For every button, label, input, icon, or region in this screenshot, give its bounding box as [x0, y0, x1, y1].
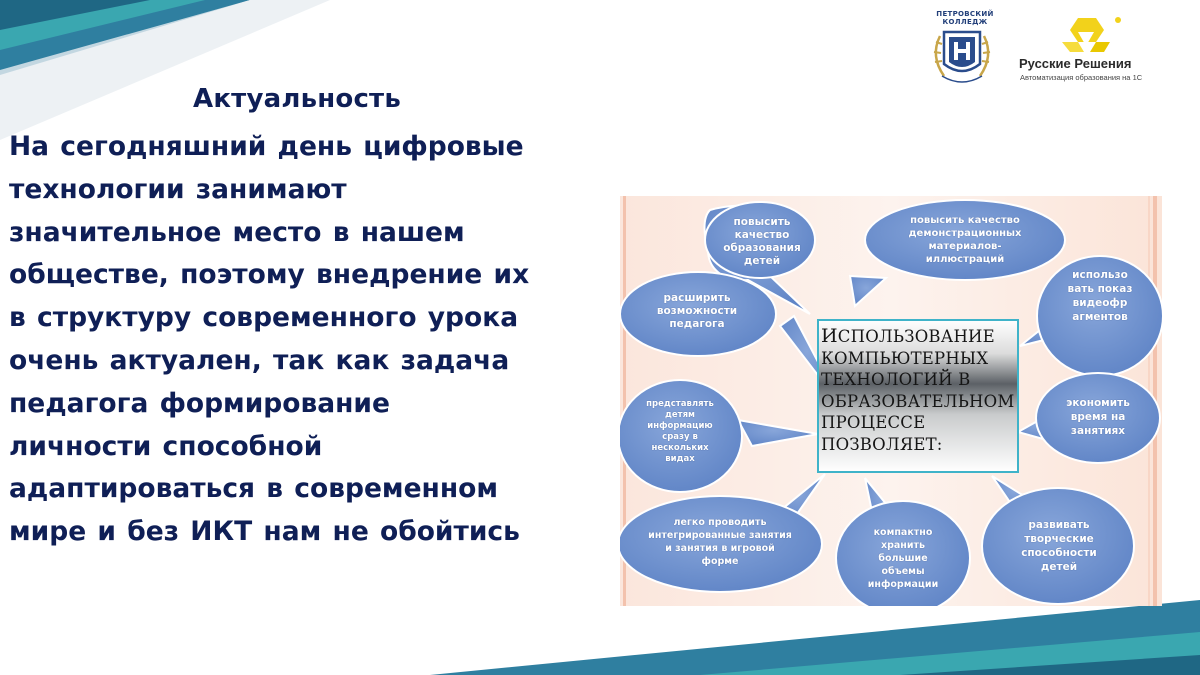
body-line: технологии занимают: [9, 173, 347, 205]
body-line: мире и без ИКТ нам не обойтись: [9, 516, 520, 548]
college-logo: [922, 12, 1002, 92]
college-logo-title: ПЕТРОВСКИЙ КОЛЛЕДЖ: [936, 10, 994, 26]
rr-logo-name: Русские Решения: [1019, 56, 1132, 71]
body-line: педагога формирование: [9, 387, 390, 419]
body-line: очень актуален, так как задача: [9, 344, 510, 376]
bubble-demo-materials: повысить качество демонстрационных материалов-иллюстраций: [908, 215, 1022, 265]
body-line: личности способной: [9, 430, 323, 462]
bubble-teacher-capabilities: расширить возможности педагога: [656, 292, 738, 330]
body-line: адаптироваться в современном: [9, 473, 499, 505]
bubble-integrated-lessons: легко проводить интегрированные занятия и занятия в игровой форме: [648, 517, 792, 567]
rr-logo-tagline: Автоматизация образования на 1С: [1020, 73, 1143, 82]
body-line: На сегодняшний день цифровые: [9, 131, 524, 162]
ict-diagram: [620, 196, 1162, 606]
bubble-video-fragments: использо вать показ видеофр агментов: [1067, 269, 1133, 323]
bubble-multi-format-info: представлять детям информацию сразу в нескольких видах: [646, 399, 714, 464]
body-line: в структуру современного урока: [9, 302, 519, 334]
body-line: обществе, поэтому внедрение их: [9, 259, 530, 291]
body-line: значительное место в нашем: [9, 216, 465, 248]
bubble-save-time: экономить время на занятиях: [1066, 397, 1130, 437]
slide-title: Актуальность: [193, 84, 401, 114]
diagram-center-title: ИСПОЛЬЗОВАНИЕ КОМПЬЮТЕРНЫХ ТЕХНОЛОГИЙ В ОБРАЗОВАТЕЛЬНОМ ПРОЦЕССЕ ПОЗВОЛЯЕТ:: [821, 325, 1015, 454]
bubble-store-information: компактно хранить большие объемы информации: [867, 527, 939, 590]
bubble-creative-abilities: развивать творческие способности детей: [1021, 519, 1097, 573]
slide-body: [9, 126, 615, 554]
bubble-quality-education: повысить качество образования детей: [723, 216, 801, 267]
